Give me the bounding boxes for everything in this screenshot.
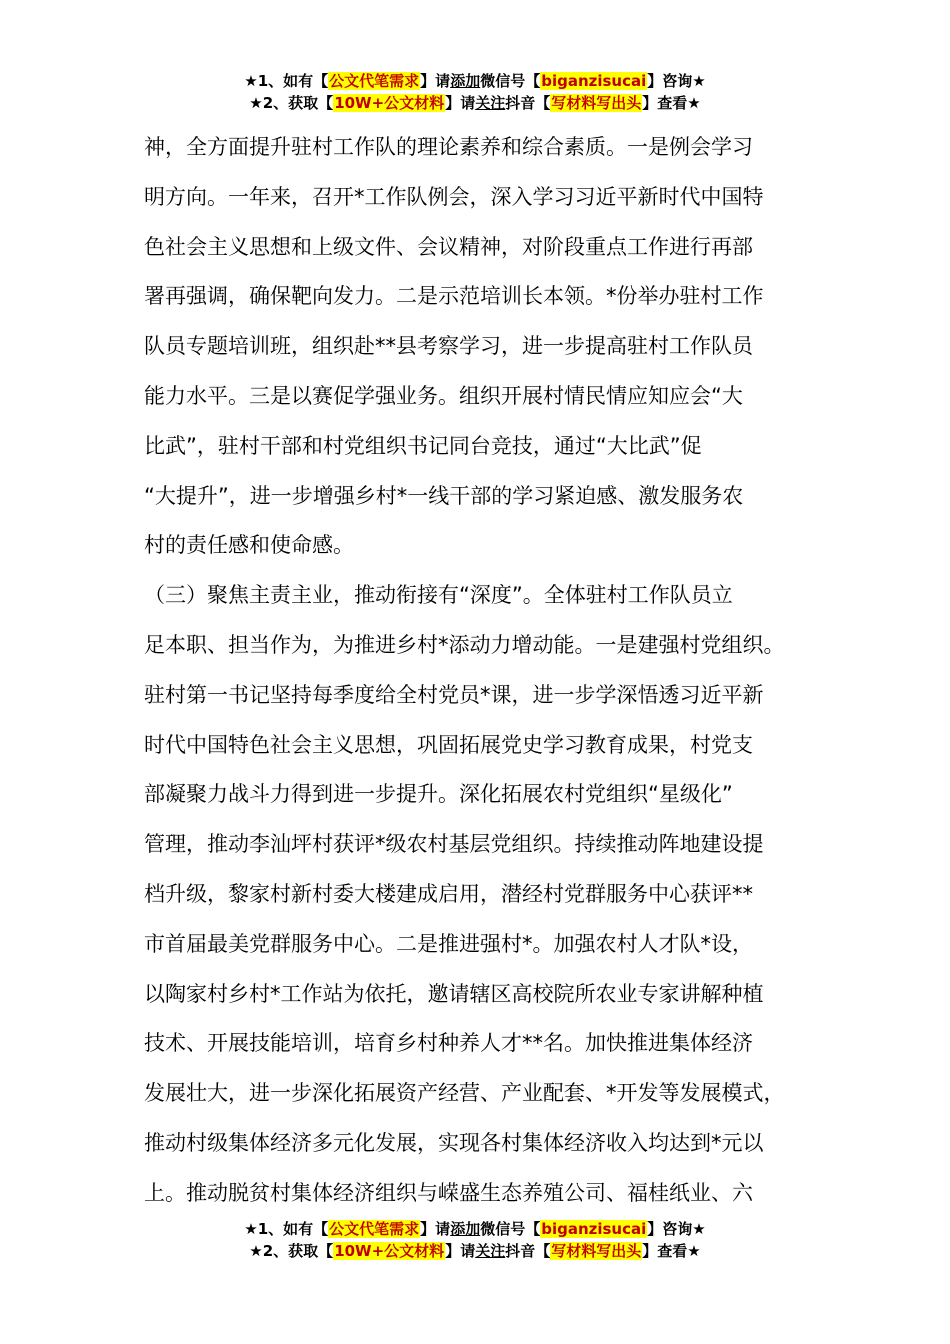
banner-text: 抖音【 <box>505 94 551 112</box>
header-banner <box>0 70 950 114</box>
body-line: 署再强调，确保靶向发力。二是示范培训长本领。*份举办驻村工作 <box>144 284 764 309</box>
body-line: （三）聚焦主责主业，推动衔接有“深度”。全体驻村工作队员立 <box>144 583 733 608</box>
banner-text: 抖音【 <box>505 1242 551 1260</box>
banner-text: ★2、获取【 <box>249 94 334 112</box>
body-line: 队员专题培训班，组织赴**县考察学习，进一步提高驻村工作队员 <box>144 334 753 359</box>
body-line: 发展壮大，进一步深化拓展资产经营、产业配套、*开发等发展模式， <box>144 1081 785 1106</box>
body-line: 技术、开展技能培训，培育乡村种养人才**名。加快推进集体经济 <box>144 1031 753 1056</box>
banner-text: 】查看★ <box>642 94 701 112</box>
banner-text: 】查看★ <box>642 1242 701 1260</box>
body-line: 以陶家村乡村*工作站为依托，邀请辖区高校院所农业专家讲解种植 <box>144 981 764 1006</box>
body-line: 推动村级集体经济多元化发展，实现各村集体经济收入均达到*元以 <box>144 1130 764 1155</box>
underlined-text: 关注 <box>475 1242 506 1260</box>
body-line: 部凝聚力战斗力得到进一步提升。深化拓展农村党组织“星级化” <box>144 782 733 807</box>
banner-text: ★2、获取【 <box>249 1242 334 1260</box>
banner-text: 】请 <box>445 94 476 112</box>
body-line: 神，全方面提升驻村工作队的理论素养和综合素质。一是例会学习 <box>144 135 753 159</box>
body-line: 色社会主义思想和上级文件、会议精神，对阶段重点工作进行再部 <box>144 234 753 259</box>
highlight-douyin-account: 写材料写出头 <box>551 1242 642 1260</box>
highlight-service: 公文代笔需求 <box>329 72 420 90</box>
body-line: 驻村第一书记坚持每季度给全村党员*课，进一步学深悟透习近平新 <box>144 682 764 707</box>
banner-text: 】咨询★ <box>647 72 706 90</box>
banner-text: ★1、如有【 <box>244 72 329 90</box>
body-line: 村的责任感和使命感。 <box>144 533 354 558</box>
header-banner-line-2 <box>0 92 950 114</box>
banner-text: ★1、如有【 <box>244 1220 329 1238</box>
banner-text: 】请 <box>420 1220 451 1238</box>
highlight-douyin-account: 写材料写出头 <box>551 94 642 112</box>
body-line: 比武”，驻村干部和村党组织书记同台竞技，通过“大比武”促 <box>144 433 702 458</box>
body-line: 市首届最美党群服务中心。二是推进强村*。加强农村人才队*设， <box>144 931 753 956</box>
highlight-service: 公文代笔需求 <box>329 1220 420 1238</box>
highlight-materials: 10W+公文材料 <box>334 1242 445 1260</box>
footer-banner-line-2 <box>0 1240 950 1262</box>
header-banner-line-1 <box>0 70 950 92</box>
footer-banner <box>0 1218 950 1262</box>
underlined-text: 关注 <box>475 94 506 112</box>
banner-text: 微信号【 <box>480 72 541 90</box>
body-line: 上。推动脱贫村集体经济组织与嵘盛生态养殖公司、福桂纸业、六 <box>144 1180 753 1205</box>
banner-text: 】请 <box>420 72 451 90</box>
body-line: 能力水平。三是以赛促学强业务。组织开展村情民情应知应会“大 <box>144 383 743 408</box>
highlight-wechat-id: biganzisucai <box>541 1220 647 1238</box>
body-line: 档升级，黎家村新村委大楼建成启用，潜经村党群服务中心获评** <box>144 881 753 906</box>
body-line: 足本职、担当作为，为推进乡村*添动力增动能。一是建强村党组织。 <box>144 632 785 657</box>
underlined-text: 添加 <box>450 72 481 90</box>
footer-banner-line-1 <box>0 1218 950 1240</box>
body-line: “大提升”，进一步增强乡村*一线干部的学习紧迫感、激发服务农 <box>144 483 744 508</box>
body-line: 时代中国特色社会主义思想，巩固拓展党史学习教育成果，村党支 <box>144 732 753 757</box>
underlined-text: 添加 <box>450 1220 481 1238</box>
highlight-materials: 10W+公文材料 <box>334 94 445 112</box>
banner-text: 微信号【 <box>480 1220 541 1238</box>
highlight-wechat-id: biganzisucai <box>541 72 647 90</box>
body-line: 明方向。一年来，召开*工作队例会，深入学习习近平新时代中国特 <box>144 184 764 209</box>
document-body <box>144 123 834 1219</box>
banner-text: 】咨询★ <box>647 1220 706 1238</box>
body-line: 管理，推动李汕坪村获评*级农村基层党组织。持续推动阵地建设提 <box>144 832 764 857</box>
banner-text: 】请 <box>445 1242 476 1260</box>
